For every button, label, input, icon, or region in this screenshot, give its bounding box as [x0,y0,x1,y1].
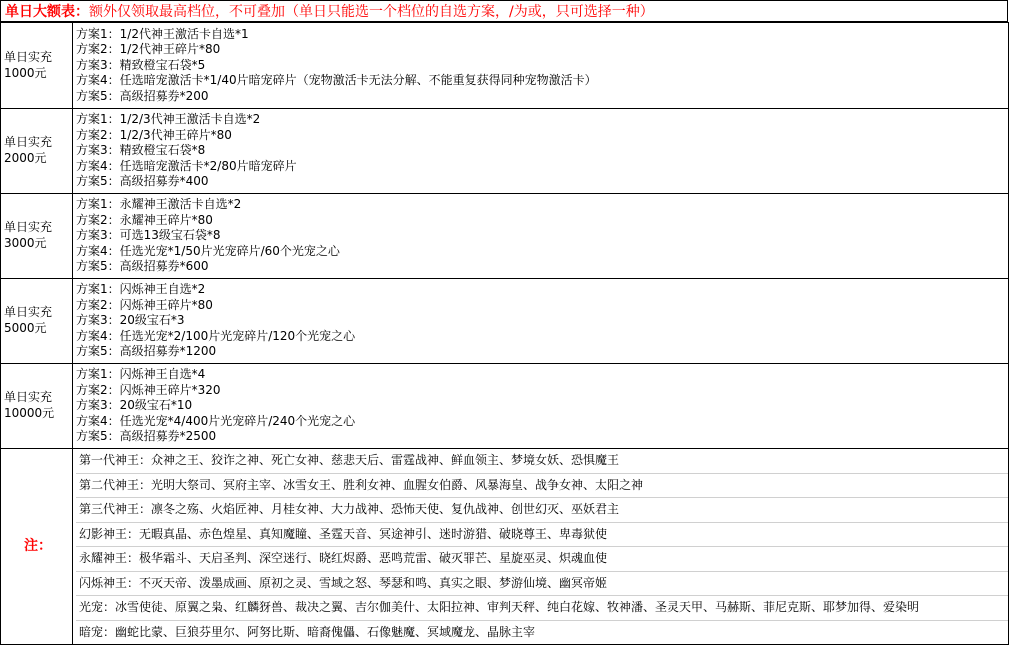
plan-line: 方案4：任选光宠*1/50片光宠碎片/60个光宠之心 [76,243,340,258]
notes-cell [73,449,1009,645]
note-line: 暗宠：幽蛇比蒙、巨狼芬里尔、阿努比斯、暗裔傀儡、石像魅魔、冥域魔龙、晶脉主宰 [79,624,536,639]
tier-plans [73,109,1009,194]
plan-line: 方案5：高级招募券*400 [76,174,209,189]
tier-label: 单日实充 5000元 [1,279,73,364]
notes-row [1,449,1009,645]
tier-plans [73,194,1009,279]
tier-plans [73,364,1009,449]
tier-row-10000 [1,364,1009,449]
tier-plans [73,279,1009,364]
plan-line: 方案3：精致橙宝石袋*8 [76,143,206,158]
title-bold: 单日大额表： [5,4,89,20]
plan-line: 方案3：20级宝石*3 [76,313,185,328]
note-line: 第一代神王：众神之王、狡诈之神、死亡女神、慈悲天后、雷霆战神、鲜血领主、梦境女妖、恐惧魔王 [76,449,1008,474]
tier-row-2000 [1,109,1009,194]
plan-line: 方案4：任选暗宠激活卡*1/40片暗宠碎片（宠物激活卡无法分解、不能重复获得同种宠物激活卡） [76,73,597,88]
note-line: 闪烁神王：不灭天帝、泼墨成画、原初之灵、雪域之怒、琴瑟和鸣、真实之眼、梦游仙境、幽冥帝姬 [76,572,1008,597]
plan-line: 方案5：高级招募券*600 [76,259,209,274]
title-rest: 额外仅领取最高档位，不可叠加（单日只能选一个档位的自选方案，/为或，只可选择一种） [89,4,654,20]
note-line: 永耀神王：极华霜斗、天启圣判、深空迷行、晓红烬爵、恶鸣荒雷、破灭罪芒、星旋巫灵、炽魂血使 [76,547,1008,572]
tier-label: 单日实充 10000元 [1,364,73,449]
tier-label: 单日实充 2000元 [1,109,73,194]
plan-line: 方案2：永耀神王碎片*80 [76,212,213,227]
table-title [0,0,1008,22]
plan-line: 方案2：1/2/3代神王碎片*80 [76,127,232,142]
tier-plans [73,23,1009,109]
plan-line: 方案5：高级招募券*1200 [76,344,217,359]
tier-table [0,22,1009,645]
plan-line: 方案5：高级招募券*200 [76,88,209,103]
plan-line: 方案3：精致橙宝石袋*5 [76,57,206,72]
plan-line: 方案3：20级宝石*10 [76,398,193,413]
plan-line: 方案4：任选光宠*4/400片光宠碎片/240个光宠之心 [76,413,356,428]
plan-line: 方案2：闪烁神王碎片*320 [76,382,221,397]
plan-line: 方案4：任选光宠*2/100片光宠碎片/120个光宠之心 [76,328,356,343]
tier-row-3000 [1,194,1009,279]
tier-label: 单日实充 3000元 [1,194,73,279]
note-line: 第三代神王：凛冬之殇、火焰匠神、月桂女神、大力战神、恐怖天使、复仇战神、创世幻灭、巫妖君主 [76,498,1008,523]
note-line: 幻影神王：无暇真晶、赤色煌星、真知魔瞳、圣霆天音、冥途神引、迷时游猎、破晓尊王、卑毒狱使 [76,523,1008,548]
plan-line: 方案2：1/2代神王碎片*80 [76,42,221,57]
tier-row-5000 [1,279,1009,364]
note-line: 第二代神王：光明大祭司、冥府主宰、冰雪女王、胜利女神、血腥女伯爵、风暴海皇、战争女神、太阳之神 [76,474,1008,499]
plan-line: 方案1：闪烁神王自选*2 [76,282,206,297]
plan-line: 方案1：闪烁神王自选*4 [76,367,206,382]
plan-line: 方案1：1/2代神王激活卡自选*1 [76,26,249,41]
plan-line: 方案2：闪烁神王碎片*80 [76,297,213,312]
plan-line: 方案5：高级招募券*2500 [76,429,217,444]
plan-line: 方案1：1/2/3代神王激活卡自选*2 [76,112,261,127]
note-line: 光宠：冰雪使徒、原翼之枭、红麟犽兽、裁决之翼、吉尔伽美什、太阳拉神、审判天秤、纯白花嫁、牧神潘、圣灵天甲、马赫斯、菲尼克斯、耶梦加得、爱染明 [76,596,1008,621]
notes-label: 注： [1,449,73,645]
tier-row-1000 [1,23,1009,109]
tier-label: 单日实充 1000元 [1,23,73,109]
plan-line: 方案3：可选13级宝石袋*8 [76,228,221,243]
plan-line: 方案4：任选暗宠激活卡*2/80片暗宠碎片 [76,158,297,173]
plan-line: 方案1：永耀神王激活卡自选*2 [76,197,242,212]
